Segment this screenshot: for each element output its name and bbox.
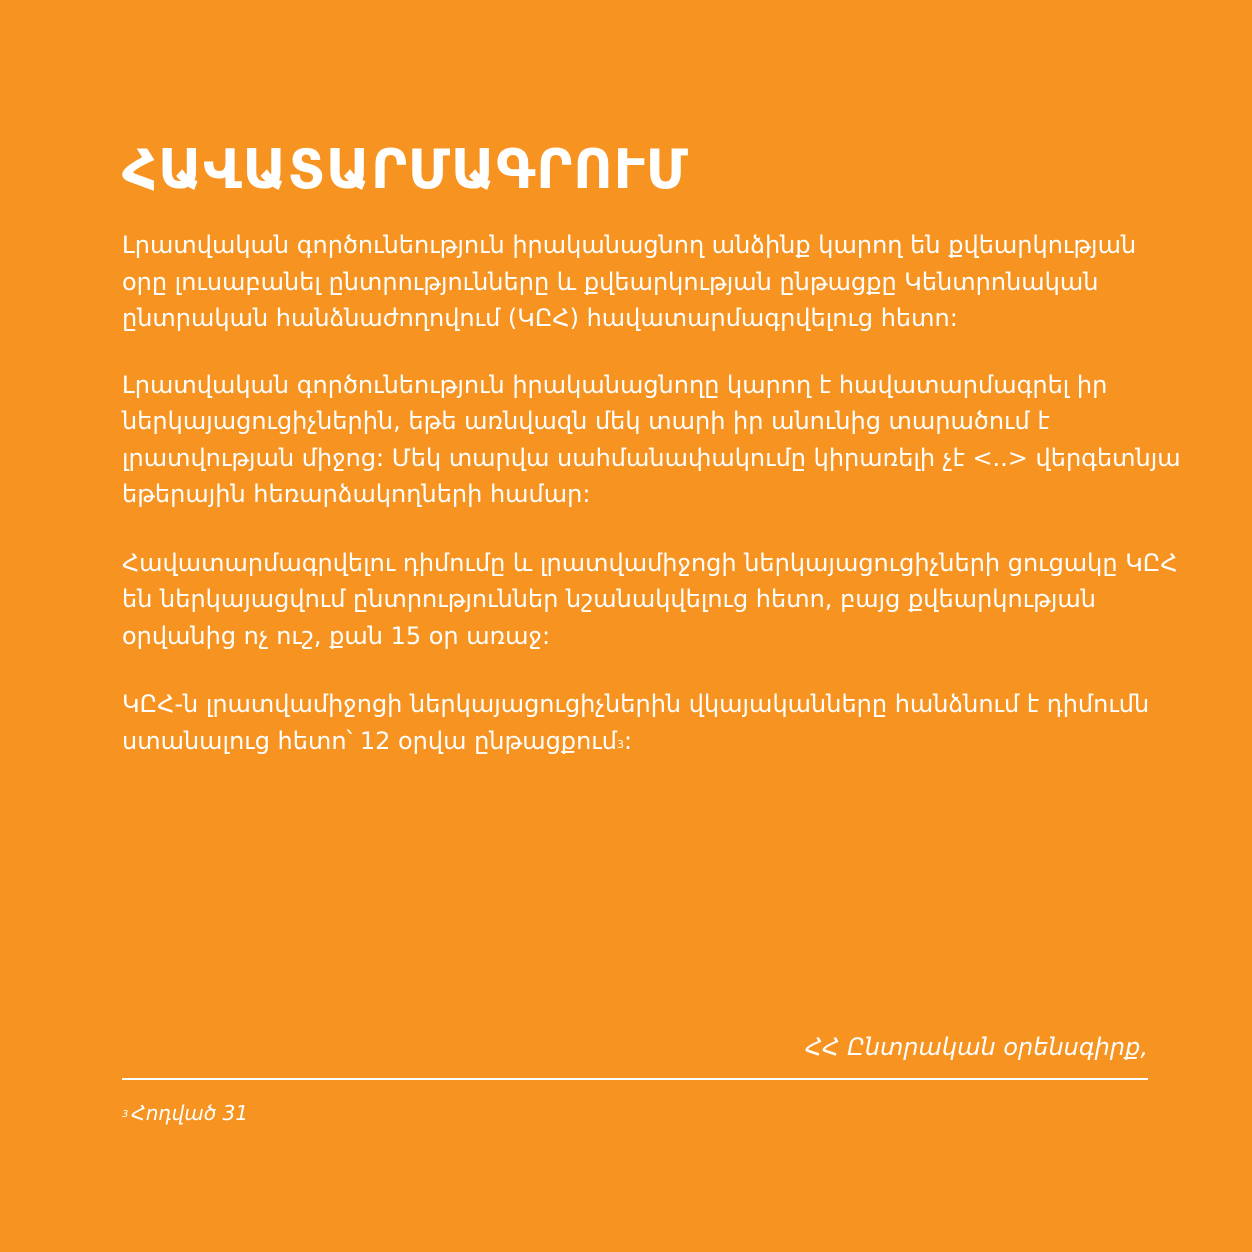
paragraph-4-end: : — [623, 726, 633, 755]
document-body — [122, 140, 1182, 789]
paragraph-4-text: ԿԸՀ-ն լրատվամիջոցի ներկայացուցիչներին վկայականները հանձնում է դիմումն ստանալուց հետո՝ 12 օրվա ընթացքում — [122, 690, 1150, 755]
paragraph-2: Լրատվական գործունեություն իրականացնողը կարող է հավատարմագրել իր ներկայացուցիչներին, եթե առնվազն մեկ տարի իր անունից տարածում է լրատվության միջոց: Մեկ տարվա սահմանափակումը կիրառելի չէ <..> վերգետնյա եթերային հեռարձակողների համար: — [122, 370, 1181, 509]
source-citation: ՀՀ Ընտրական օրենսգիրք, — [805, 1033, 1148, 1061]
footnote-divider — [122, 1078, 1148, 1080]
footnote-reference: 3 — [616, 737, 624, 751]
page-title: ՀԱՎԱՏԱՐՄԱԳՐՈՒՄ — [122, 138, 689, 201]
paragraph-3: Հավատարմագրվելու դիմումը և լրատվամիջոցի ներկայացուցիչների ցուցակը ԿԸՀ են ներկայացվում ընտրություններ նշանակվելուց հետո, բայց քվեարկության օրվանից ոչ ուշ, քան 15 օր առաջ: — [122, 548, 1178, 650]
footnote-text: Հոդված 31 — [131, 1101, 249, 1125]
paragraph-4 — [122, 686, 1182, 759]
footnote — [122, 1096, 248, 1130]
paragraph-1: Լրատվական գործունեություն իրականացնող անձինք կարող են քվեարկության օրը լուսաբանել ընտրությունները և քվեարկության ընթացքը Կենտրոնական ընտրական հանձնաժողովում (ԿԸՀ) հավատարմագրվելուց հետո: — [122, 231, 1137, 333]
footnote-marker: 3 — [122, 1109, 129, 1120]
